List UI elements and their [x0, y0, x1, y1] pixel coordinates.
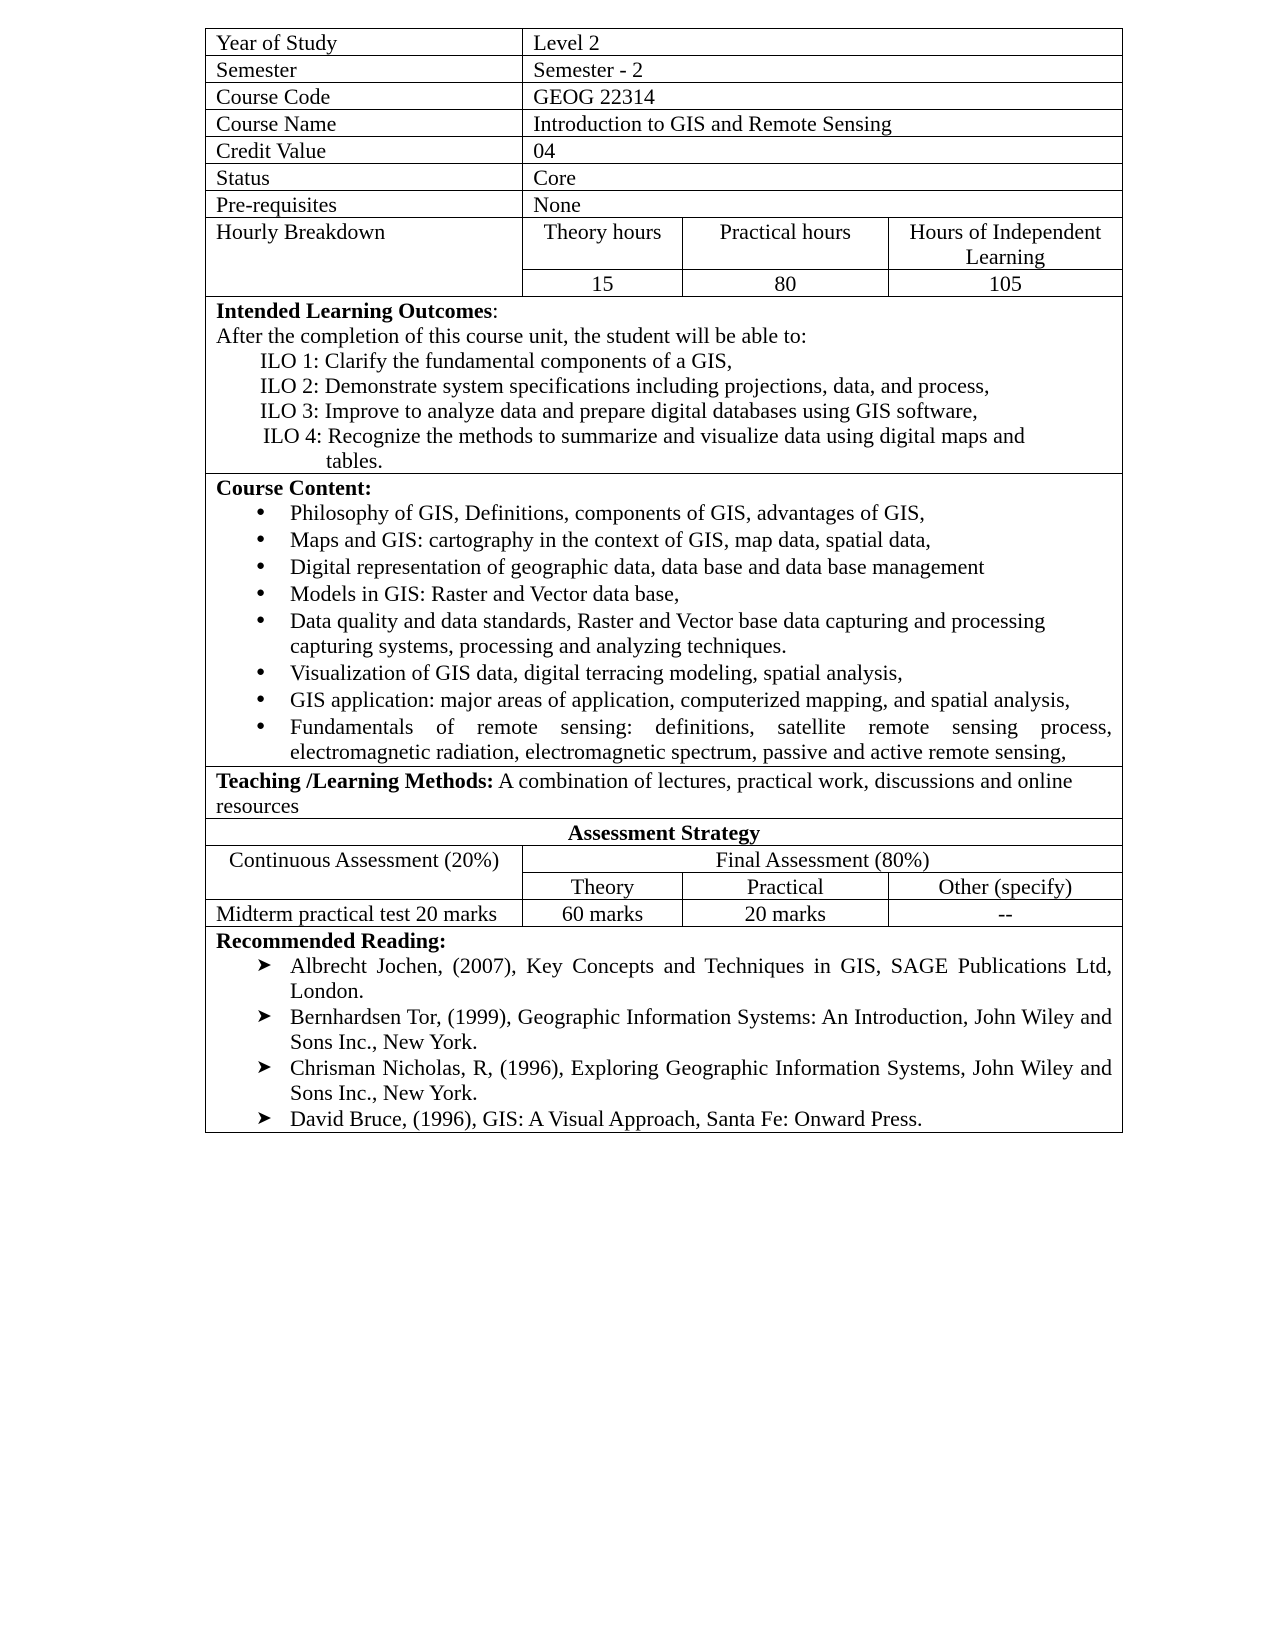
- reading-item: [216, 953, 1112, 1003]
- reading-heading: Recommended Reading:: [216, 928, 447, 953]
- ilo-item-continuation: tables.: [326, 448, 383, 473]
- methods-text: A combination of lectures, practical work, discussions and online resources: [216, 768, 1073, 818]
- reading-item-text: Bernhardsen Tor, (1999), Geographic Information Systems: An Introduction, John Wiley and Sons Inc., New York.: [290, 1004, 1112, 1054]
- independent-hours-header: Hours of Independent Learning: [888, 218, 1122, 270]
- content-item: ● Visualization of GIS data, digital terracing modeling, spatial analysis,: [216, 660, 1112, 685]
- row-assessment-heading: [206, 819, 1123, 846]
- arrow-bullet-icon: ➤: [256, 955, 272, 976]
- assessment-practical-value: 20 marks: [682, 900, 888, 927]
- year-value: Level 2: [523, 29, 1123, 56]
- arrow-bullet-icon: ➤: [256, 1057, 272, 1078]
- assessment-other-value: --: [888, 900, 1122, 927]
- practical-hours-header: Practical hours: [682, 218, 888, 270]
- reading-section: [206, 927, 1123, 1133]
- code-label: Course Code: [206, 83, 523, 110]
- theory-hours-header: Theory hours: [523, 218, 683, 270]
- reading-item-text: David Bruce, (1996), GIS: A Visual Approach, Santa Fe: Onward Press.: [290, 1106, 923, 1131]
- assessment-practical-header: Practical: [682, 873, 888, 900]
- row-content: [206, 474, 1123, 767]
- ilo-intro: After the completion of this course unit, the student will be able to:: [216, 323, 807, 348]
- row-code: [206, 83, 1123, 110]
- hourly-label: Hourly Breakdown: [206, 218, 523, 297]
- row-credit: [206, 137, 1123, 164]
- content-item: ● GIS application: major areas of application, computerized mapping, and spatial analysis,: [216, 687, 1112, 712]
- content-heading: Course Content:: [216, 475, 372, 500]
- content-item: ● Digital representation of geographic data, data base and data base management: [216, 554, 1112, 579]
- theory-hours-value: 15: [523, 270, 683, 297]
- reading-item-text: Chrisman Nicholas, R, (1996), Exploring Geographic Information Systems, John Wiley and Sons Inc., New York.: [290, 1055, 1112, 1105]
- ilo-heading: Intended Learning Outcomes: [216, 298, 493, 323]
- credit-value: 04: [523, 137, 1123, 164]
- ilo-heading-suffix: :: [492, 298, 499, 323]
- row-assessment-types: [206, 846, 1123, 873]
- row-methods: [206, 767, 1123, 819]
- reading-item: [216, 1004, 1112, 1054]
- row-ilo: [206, 297, 1123, 474]
- prereq-value: None: [523, 191, 1123, 218]
- course-spec-table: [205, 28, 1123, 1133]
- reading-list: [216, 953, 1112, 1131]
- prereq-label: Pre-requisites: [206, 191, 523, 218]
- semester-label: Semester: [206, 56, 523, 83]
- content-item: ● Maps and GIS: cartography in the context of GIS, map data, spatial data,: [216, 527, 1112, 552]
- name-label: Course Name: [206, 110, 523, 137]
- content-item: ● Fundamentals of remote sensing: definitions, satellite remote sensing process, electromagnetic radiation, electromagnetic spectrum, passive and active remote sensing,: [216, 714, 1112, 764]
- semester-value: Semester - 2: [523, 56, 1123, 83]
- final-assessment-header: Final Assessment (80%): [523, 846, 1123, 873]
- continuous-assessment-value: Midterm practical test 20 marks: [206, 900, 523, 927]
- credit-label: Credit Value: [206, 137, 523, 164]
- content-item: ● Models in GIS: Raster and Vector data base,: [216, 581, 1112, 606]
- name-value: Introduction to GIS and Remote Sensing: [523, 110, 1123, 137]
- year-label: Year of Study: [206, 29, 523, 56]
- assessment-theory-header: Theory: [523, 873, 683, 900]
- content-section: [206, 474, 1123, 767]
- ilo-section: [206, 297, 1123, 474]
- reading-item-text: Albrecht Jochen, (2007), Key Concepts and Techniques in GIS, SAGE Publications Ltd, London.: [290, 953, 1112, 1003]
- code-value: GEOG 22314: [523, 83, 1123, 110]
- row-year: [206, 29, 1123, 56]
- row-assessment-values: [206, 900, 1123, 927]
- assessment-other-header: Other (specify): [888, 873, 1122, 900]
- status-label: Status: [206, 164, 523, 191]
- reading-item: [216, 1106, 1112, 1131]
- row-semester: [206, 56, 1123, 83]
- assessment-heading: Assessment Strategy: [206, 819, 1123, 846]
- continuous-assessment-header: Continuous Assessment (20%): [206, 846, 523, 900]
- ilo-heading-line: [216, 298, 1112, 323]
- independent-hours-value: 105: [888, 270, 1122, 297]
- row-status: [206, 164, 1123, 191]
- row-name: [206, 110, 1123, 137]
- ilo-item: ILO 3: Improve to analyze data and prepare digital databases using GIS software,: [260, 398, 978, 423]
- reading-item: [216, 1055, 1112, 1105]
- row-reading: [206, 927, 1123, 1133]
- row-prereq: [206, 191, 1123, 218]
- practical-hours-value: 80: [682, 270, 888, 297]
- row-hourly-headers: [206, 218, 1123, 270]
- arrow-bullet-icon: ➤: [256, 1108, 272, 1129]
- ilo-item: ILO 4: Recognize the methods to summarize and visualize data using digital maps and: [263, 423, 1025, 448]
- ilo-item: ILO 1: Clarify the fundamental components of a GIS,: [260, 348, 733, 373]
- content-item: ● Philosophy of GIS, Definitions, components of GIS, advantages of GIS,: [216, 500, 1112, 525]
- content-list: [216, 500, 1112, 764]
- arrow-bullet-icon: ➤: [256, 1006, 272, 1027]
- content-item: ● Data quality and data standards, Raster and Vector base data capturing and processing capturing systems, processing and analyzing techniques.: [216, 608, 1112, 658]
- assessment-theory-value: 60 marks: [523, 900, 683, 927]
- ilo-item: ILO 2: Demonstrate system specifications including projections, data, and process,: [260, 373, 990, 398]
- status-value: Core: [523, 164, 1123, 191]
- methods-section: [206, 767, 1123, 819]
- methods-heading: Teaching /Learning Methods:: [216, 768, 494, 793]
